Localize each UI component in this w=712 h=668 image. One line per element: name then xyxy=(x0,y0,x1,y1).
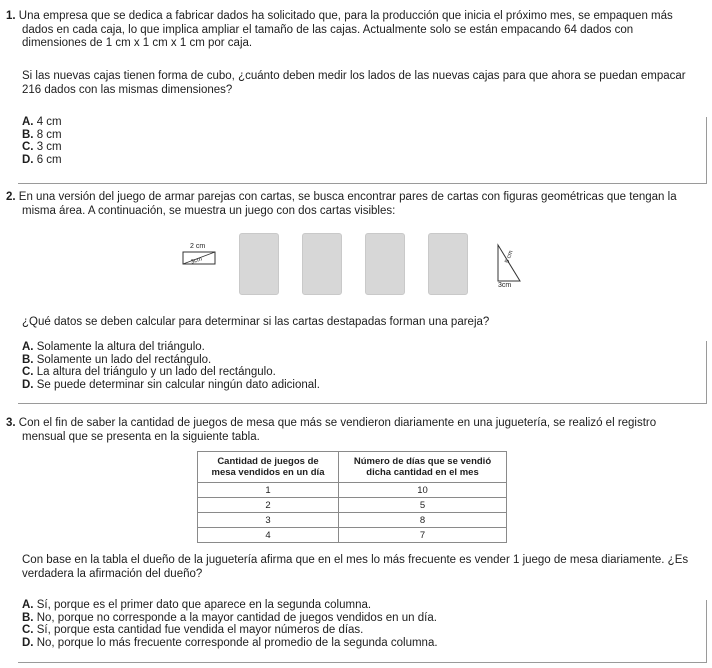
q1-line-1: Una empresa que se dedica a fabricar dados ha solicitado que, para la producción que inicia el próximo mes, se empaquen más xyxy=(18,10,673,22)
q2-option-a[interactable]: A. Solamente la altura del triángulo. xyxy=(22,341,205,353)
tri-base-label: 3cm xyxy=(498,282,512,289)
q1-option-c[interactable]: C. 3 cm xyxy=(22,141,62,154)
q1-question-line-2: 216 dados con las mismas dimensiones? xyxy=(22,83,233,96)
q2-question: ¿Qué datos se deben calcular para determinar si las cartas destapadas forman una pareja? xyxy=(22,316,490,328)
tri-side-label: 5 cm xyxy=(504,249,515,265)
q2-option-b[interactable]: B. Solamente un lado del rectángulo. xyxy=(22,353,212,366)
q1-line-3: dimensiones de 1 cm x 1 cm x 1 cm por caja. xyxy=(22,37,253,49)
q3-line-2: mensual que se presenta en la siguiente tabla. xyxy=(22,430,260,443)
q3-question-line-1: Con base en la tabla el dueño de la juguetería afirma que en el mes lo más frecuente es vender 1 juego de mesa diariamente. ¿Es xyxy=(22,554,689,566)
card-rectangle[interactable] xyxy=(176,233,222,293)
rect-top-label: 2 cm xyxy=(190,243,206,250)
q3-line-1: Con el fin de saber la cantidad de juegos de mesa que más se vendieron diariamente en una juguetería, se realizó el registro xyxy=(18,417,657,429)
q3-question-line-2: verdadera la afirmación del dueño? xyxy=(22,567,203,580)
q3-statement xyxy=(6,417,708,444)
q3-option-b[interactable]: B. No, porque no corresponde a la mayor cantidad de juegos vendidos en un día. xyxy=(22,611,437,624)
q1-option-b[interactable]: B. 8 cm xyxy=(22,128,62,141)
q1-option-a[interactable]: A. 4 cm xyxy=(22,116,62,128)
q2-number: 2. xyxy=(6,191,16,203)
q1-options-frame xyxy=(18,117,707,184)
q1-question xyxy=(22,70,708,97)
table-header-games: Cantidad de juegos de mesa vendidos en un día xyxy=(198,452,339,483)
card-face-down-3[interactable] xyxy=(365,233,405,295)
card-face-down-1[interactable] xyxy=(239,233,279,295)
q1-line-2: dados en cada caja, lo que implica ampliar el tamaño de las cajas. Actualmente solo se están empacando 64 dados con xyxy=(22,23,634,36)
q2-line-1: En una versión del juego de armar parejas con cartas, se busca encontrar pares de cartas con figuras geométricas que tengan la xyxy=(18,191,677,203)
q1-statement xyxy=(6,10,708,51)
q1-question-line-1: Si las nuevas cajas tienen forma de cubo, ¿cuánto deben medir los lados de las nuevas cajas para que ahora se puedan empacar xyxy=(22,70,686,82)
q3-number: 3. xyxy=(6,417,16,429)
q2-line-2: misma área. A continuación, se muestra un juego con dos cartas visibles: xyxy=(22,204,396,217)
q3-options xyxy=(22,599,438,649)
q2-option-d[interactable]: D. Se puede determinar sin calcular ningún dato adicional. xyxy=(22,378,320,391)
q2-option-c[interactable]: C. La altura del triángulo y un lado del rectángulo. xyxy=(22,366,276,379)
table-row: 3 8 xyxy=(198,513,507,528)
card-face-down-2[interactable] xyxy=(302,233,342,295)
table-row: 1 10 xyxy=(198,483,507,498)
sales-table xyxy=(197,451,507,543)
table-row: 4 7 xyxy=(198,528,507,543)
q1-number: 1. xyxy=(6,10,16,22)
q1-options xyxy=(22,116,62,166)
q2-statement xyxy=(6,191,708,218)
q2-options xyxy=(22,341,320,391)
table-row: 2 5 xyxy=(198,498,507,513)
q3-option-a[interactable]: A. Sí, porque es el primer dato que aparece en la segunda columna. xyxy=(22,599,372,611)
q3-option-d[interactable]: D. No, porque lo más frecuente corresponde al promedio de la segunda columna. xyxy=(22,636,438,649)
card-triangle[interactable] xyxy=(490,233,530,293)
q3-option-c[interactable]: C. Sí, porque esta cantidad fue vendida el mayor números de días. xyxy=(22,624,364,637)
card-face-down-4[interactable] xyxy=(428,233,468,295)
q3-question xyxy=(22,554,708,581)
rect-diagonal-label: 3cm xyxy=(190,256,203,266)
table-header-days: Número de días que se vendió dicha cantidad en el mes xyxy=(339,452,507,483)
q1-option-d[interactable]: D. 6 cm xyxy=(22,153,62,166)
